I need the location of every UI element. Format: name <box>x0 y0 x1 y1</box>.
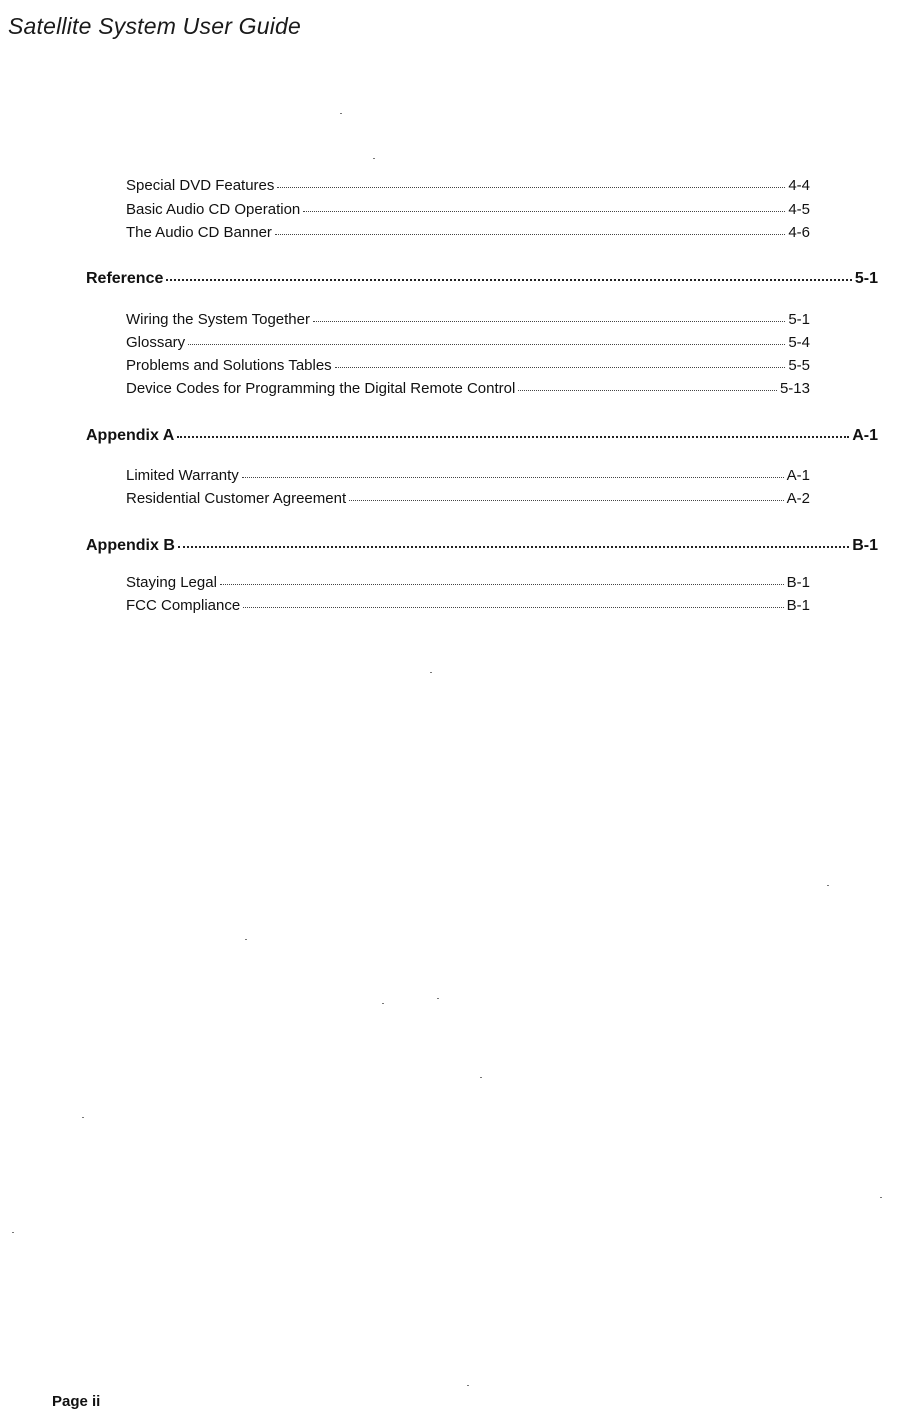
toc-entry-label: Glossary <box>126 334 186 351</box>
dot-leader <box>220 583 784 585</box>
scan-speck <box>373 158 375 159</box>
toc-entry[interactable] <box>126 201 810 218</box>
scan-speck <box>82 1117 84 1118</box>
toc-entry-page: B-1 <box>786 574 810 591</box>
toc-section-title: Reference <box>86 270 164 287</box>
toc-entry[interactable] <box>126 597 810 614</box>
page-number: Page ii <box>52 1393 101 1410</box>
dot-leader <box>243 606 783 608</box>
toc-section-appendix-b[interactable] <box>86 537 878 555</box>
dot-leader <box>277 186 785 188</box>
toc-entry-label: FCC Compliance <box>126 597 241 614</box>
toc-section-title: Appendix B <box>86 537 175 554</box>
toc-entry-label: Residential Customer Agreement <box>126 490 347 507</box>
scan-speck <box>437 998 439 999</box>
dot-leader <box>275 233 785 235</box>
toc-entry-page: 5-13 <box>779 380 810 397</box>
dot-leader <box>166 278 852 281</box>
toc-entry-label: Device Codes for Programming the Digital Remote Control <box>126 380 516 397</box>
toc-entry-page: 5-4 <box>788 334 810 351</box>
toc-entry-page: B-1 <box>786 597 810 614</box>
dot-leader <box>313 320 785 322</box>
dot-leader <box>303 210 785 212</box>
toc-entry-page: A-2 <box>786 490 810 507</box>
dot-leader <box>188 343 785 345</box>
toc-entry-label: Problems and Solutions Tables <box>126 357 332 374</box>
toc-entry-label: Limited Warranty <box>126 467 239 484</box>
toc-entry[interactable] <box>126 490 810 507</box>
scan-speck <box>382 1003 384 1004</box>
dot-leader <box>178 545 849 548</box>
toc-entry-label: Special DVD Features <box>126 177 275 194</box>
scan-speck <box>430 672 432 673</box>
toc-entry[interactable] <box>126 574 810 591</box>
dot-leader <box>242 476 784 478</box>
toc-entry[interactable] <box>126 177 810 194</box>
toc-entry-label: The Audio CD Banner <box>126 224 272 241</box>
toc-entry-page: 4-5 <box>788 201 810 218</box>
dot-leader <box>518 389 777 391</box>
toc-entry-page: 5-5 <box>788 357 810 374</box>
scan-speck <box>827 885 829 886</box>
toc-entry[interactable] <box>126 467 810 484</box>
toc-entry[interactable] <box>126 334 810 351</box>
toc-entry-page: 4-6 <box>788 224 810 241</box>
toc-entry-page: A-1 <box>786 467 810 484</box>
toc-entry[interactable] <box>126 380 810 397</box>
toc-section-title: Appendix A <box>86 427 175 444</box>
toc-entry[interactable] <box>126 311 810 328</box>
document-title: Satellite System User Guide <box>8 13 302 39</box>
scan-speck <box>480 1077 482 1078</box>
scan-speck <box>880 1197 882 1198</box>
toc-entry-label: Staying Legal <box>126 574 217 591</box>
dot-leader <box>349 499 784 501</box>
toc-section-page: A-1 <box>852 427 878 444</box>
toc-entry-page: 4-4 <box>788 177 810 194</box>
toc-entry[interactable] <box>126 224 810 241</box>
toc-section-page: B-1 <box>852 537 878 554</box>
toc-entry-label: Basic Audio CD Operation <box>126 201 301 218</box>
toc-section-reference[interactable] <box>86 270 878 288</box>
scan-speck <box>340 113 342 114</box>
dot-leader <box>335 366 786 368</box>
toc-section-appendix-a[interactable] <box>86 427 878 445</box>
scan-speck <box>467 1385 469 1386</box>
toc-entry-page: 5-1 <box>788 311 810 328</box>
toc-section-page: 5-1 <box>854 270 878 287</box>
scan-speck <box>245 939 247 940</box>
toc-entry-label: Wiring the System Together <box>126 311 310 328</box>
scan-speck <box>12 1232 14 1233</box>
toc-entry[interactable] <box>126 357 810 374</box>
dot-leader <box>177 435 849 438</box>
